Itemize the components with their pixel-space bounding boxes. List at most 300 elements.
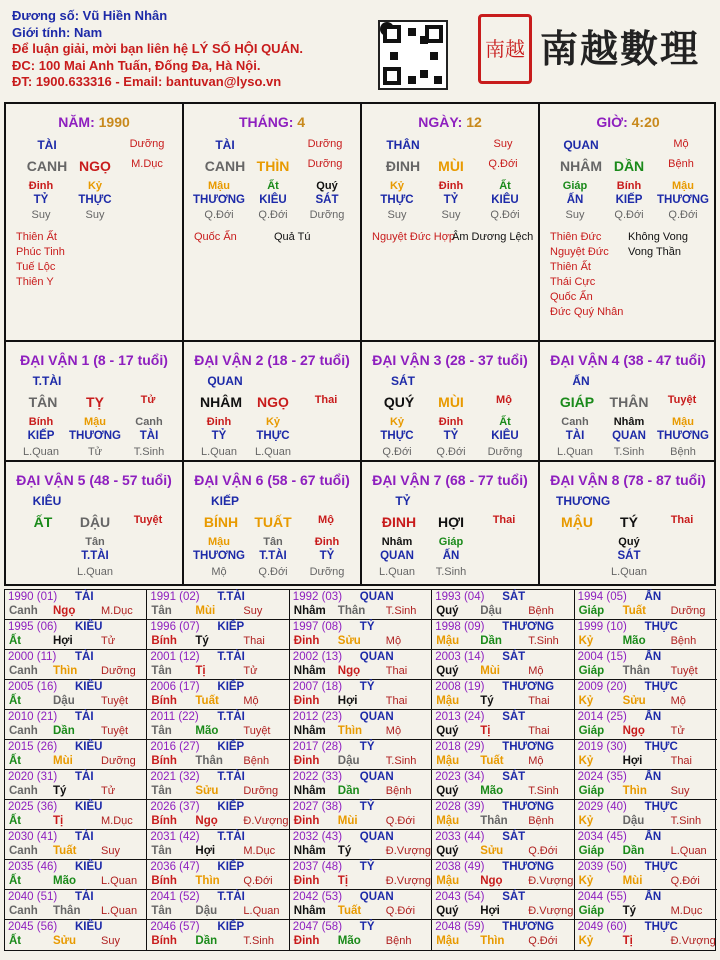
year-chi: Mão [53, 875, 76, 887]
year-label: 2014 (25) [577, 711, 627, 723]
year-cell [5, 770, 147, 800]
year-can: Giáp [578, 905, 605, 917]
dai-van-god: SÁT [617, 550, 641, 562]
year-cell [432, 680, 574, 710]
year-chi: Mão [622, 635, 646, 647]
year-cell [432, 860, 574, 890]
pillar-phase: Dưỡng [309, 209, 345, 221]
year-star: TÀI [75, 891, 94, 903]
star-item: Thiên Y [16, 276, 54, 288]
pillar-hidden-stem: Kỷ [87, 180, 103, 192]
year-can: Nhâm [293, 665, 326, 677]
year-star: TÀI [75, 771, 94, 783]
pillar-stage: Dưỡng [307, 138, 343, 150]
year-phase: Đ.Vượng [385, 845, 431, 857]
chart-grid [4, 102, 716, 586]
year-cell [147, 710, 289, 740]
year-label: 2033 (44) [435, 831, 485, 843]
pillar-title-label: NGÀY: [418, 114, 463, 130]
year-phase: Tuyệt [243, 725, 271, 737]
year-label: 2042 (53) [292, 891, 343, 903]
year-label: 1990 (01) [8, 591, 58, 603]
year-chi: Sửu [53, 935, 77, 947]
dai-van-chi: TUẤT [254, 514, 292, 530]
pillar-chi-stage: Q.Đới [488, 158, 518, 170]
dai-van-god: QUAN [380, 550, 414, 562]
year-cell [147, 800, 289, 830]
pillar-hidden-stem: Mậu [672, 180, 694, 192]
year-phase: Tuyệt [670, 665, 698, 677]
dai-van-stage: Thai [670, 514, 694, 526]
dai-van-hidden-stem: Canh [135, 416, 163, 428]
dai-van-hidden-stem: Quý [618, 536, 640, 548]
year-label: 2011 (22) [150, 711, 199, 723]
year-can: Nhâm [293, 605, 326, 617]
year-label: 2009 (20) [577, 681, 627, 693]
dai-van-can: ĐINH [381, 514, 417, 530]
dai-van-phase: L.Quan [254, 446, 292, 458]
pillar-stage: Mộ [673, 138, 689, 150]
dai-van-god: ẤN [442, 550, 460, 562]
year-cell [575, 620, 717, 650]
dai-van-god: THỰC [380, 430, 414, 442]
year-star: TỶ [359, 861, 375, 873]
year-label: 2028 (39) [435, 801, 485, 813]
pillar-can: NHÂM [560, 158, 602, 174]
year-chi: Ngọ [53, 605, 76, 617]
pillar-hidden-stem: Giáp [562, 180, 588, 192]
dai-van-god: T.TÀI [259, 550, 287, 562]
dai-van-chi: TÝ [620, 514, 638, 530]
year-label: 2037 (48) [292, 861, 343, 873]
year-label: 1991 (02) [150, 591, 200, 603]
pillar-god: ẤN [566, 194, 584, 206]
star-item: Tuế Lộc [16, 261, 56, 273]
dai-van-phase: Tử [87, 446, 103, 458]
year-phase: Bệnh [528, 815, 554, 827]
year-cell [5, 590, 147, 620]
year-can: Đinh [293, 755, 320, 767]
pillar-title-label: GIỜ: [596, 114, 628, 130]
dai-van-title: ĐẠI VẬN 8 (78 - 87 tuổi) [550, 472, 706, 488]
dai-van-hidden-stem: Tân [263, 536, 283, 548]
year-chi: Tuất [337, 905, 362, 917]
dai-van-title: ĐẠI VẬN 5 (48 - 57 tuổi) [16, 472, 172, 488]
pillar-hidden-stem: Quý [316, 180, 338, 192]
year-label: 2001 (12) [150, 651, 200, 663]
year-phase: L.Quan [101, 905, 138, 917]
contact-line: Để luận giải, mời bạn liên hệ LÝ SỐ HỘI QUÁN. [12, 41, 303, 56]
year-label: 2022 (33) [292, 771, 343, 783]
year-can: Tân [151, 665, 172, 677]
year-cell [290, 860, 432, 890]
year-can: Bính [151, 875, 177, 887]
year-chi: Thân [195, 755, 223, 767]
year-chi: Tuất [480, 755, 504, 767]
year-star: TÀI [75, 591, 94, 603]
year-chi: Thìn [480, 935, 505, 947]
year-label: 2032 (43) [292, 831, 343, 843]
year-chi: Thân [53, 905, 81, 917]
year-can: Giáp [578, 845, 605, 857]
year-cell [432, 890, 574, 920]
dai-van-hidden-stem: Ất [499, 416, 511, 428]
year-label: 2038 (49) [435, 861, 485, 873]
year-can: Mậu [436, 695, 460, 707]
year-label: 1994 (05) [577, 591, 627, 603]
dai-van-hidden-stem: Mậu [672, 416, 694, 428]
year-chi: Mùi [337, 815, 358, 827]
year-star: TỶ [359, 621, 375, 633]
year-phase: Q.Đới [385, 905, 416, 917]
year-cell [5, 860, 147, 890]
year-phase: Q.Đới [528, 845, 558, 857]
dai-van-god: THƯƠNG [69, 430, 121, 442]
dai-van-title: ĐẠI VẬN 6 (58 - 67 tuổi) [194, 472, 350, 488]
year-chi: Dần [195, 935, 218, 947]
year-chi: Tuất [53, 845, 77, 857]
year-cell [5, 710, 147, 740]
pillar-god: THƯƠNG [193, 194, 245, 206]
year-phase: Q.Đới [243, 875, 273, 887]
pillar-phase: Q.Đới [258, 209, 288, 221]
year-label: 2031 (42) [150, 831, 200, 843]
year-star: T.TÀI [217, 831, 245, 843]
dai-van-hidden-stem: Nhâm [381, 536, 413, 548]
year-can: Ất [9, 635, 22, 647]
pillar-stars-right [452, 230, 533, 245]
dai-van-star: QUAN [207, 374, 243, 388]
pillar-title [540, 114, 716, 130]
year-label: 2048 (59) [435, 921, 485, 933]
year-label: 2010 (21) [8, 711, 58, 723]
dai-van-god: TÀI [139, 430, 159, 442]
year-cell [432, 770, 574, 800]
year-phase: Đ.Vượng [385, 875, 431, 887]
year-cell [432, 740, 574, 770]
phone-email-line: ĐT: 1900.633316 - Email: bantuvan@lyso.vn [12, 74, 282, 89]
year-star: QUAN [359, 651, 394, 663]
year-cell [5, 620, 147, 650]
year-label: 2013 (24) [435, 711, 485, 723]
year-can: Bính [151, 695, 177, 707]
dai-van-phase: L.Quan [556, 446, 594, 458]
year-star: ẤN [644, 891, 662, 903]
dai-van-phase: Bệnh [670, 446, 696, 458]
dai-van-god: THƯƠNG [657, 430, 709, 442]
dai-van-god: THƯƠNG [193, 550, 245, 562]
year-cell [575, 680, 717, 710]
pillar-god: TỶ [33, 194, 49, 206]
pillar-god: THƯƠNG [657, 194, 709, 206]
star-item: Thiên Ất [550, 261, 591, 273]
year-phase: T.Sinh [528, 635, 559, 647]
year-star: KIẾP [217, 741, 245, 753]
year-cell [147, 740, 289, 770]
year-label: 2040 (51) [8, 891, 58, 903]
year-label: 2020 (31) [8, 771, 58, 783]
dai-van-chi: THÂN [609, 394, 649, 410]
year-chi: Tý [195, 635, 209, 647]
dai-van-can: QUÝ [383, 394, 415, 410]
pillar-hidden-stem: Ất [499, 180, 511, 192]
year-phase: Tử [101, 785, 116, 797]
year-phase: Bệnh [528, 605, 554, 617]
pillar-stars-left [194, 230, 237, 245]
year-star: THỰC [644, 741, 678, 753]
year-phase: Bệnh [385, 935, 412, 947]
year-phase: M.Dục [101, 605, 133, 617]
year-can: Tân [151, 845, 172, 857]
pillar-star: THÂN [386, 138, 420, 152]
year-cell [575, 740, 717, 770]
year-chi: Hợi [337, 695, 358, 707]
year-can: Canh [9, 725, 38, 737]
year-star: THỰC [644, 921, 678, 933]
year-can: Quý [436, 845, 459, 857]
dai-van-god: TỶ [211, 430, 227, 442]
pillar-chi-stage: Bệnh [668, 158, 694, 170]
dai-van-god: TỶ [443, 430, 459, 442]
year-can: Giáp [578, 725, 605, 737]
dai-van-hidden-stem: Kỷ [389, 416, 405, 428]
dai-van-hidden-stem: Bính [28, 416, 54, 428]
star-item: Phúc Tinh [16, 246, 65, 258]
year-phase: Mộ [528, 665, 544, 677]
dai-van-phase: T.Sinh [435, 566, 467, 578]
year-label: 1997 (08) [292, 621, 343, 633]
year-can: Đinh [293, 695, 320, 707]
year-star: ẤN [644, 651, 662, 663]
year-star: THƯƠNG [502, 921, 555, 933]
year-star: KIÊU [75, 801, 103, 813]
year-can: Giáp [578, 605, 605, 617]
year-star: THƯƠNG [502, 801, 555, 813]
year-cell [290, 770, 432, 800]
year-label: 2044 (55) [577, 891, 627, 903]
year-label: 2026 (37) [150, 801, 200, 813]
year-label: 1996 (07) [150, 621, 200, 633]
pillar-title-label: THÁNG: [238, 114, 294, 130]
year-star: T.TÀI [217, 771, 245, 783]
year-star: TỶ [359, 921, 375, 933]
year-can: Canh [9, 845, 38, 857]
star-item: Quốc Ấn [550, 291, 593, 303]
pillar-can: CANH [204, 158, 246, 174]
star-item: Thiên Ất [16, 231, 57, 243]
year-star: THỰC [644, 801, 678, 813]
year-chi: Ngọ [622, 725, 645, 737]
qr-code-icon[interactable] [378, 20, 448, 90]
dai-van-title: ĐẠI VẬN 3 (28 - 37 tuổi) [372, 352, 528, 368]
year-label: 2002 (13) [292, 651, 343, 663]
year-chi: Tị [622, 935, 633, 947]
dai-van-hidden-stem: Đinh [438, 416, 464, 428]
year-phase: L.Quan [670, 845, 707, 857]
year-phase: Q.Đới [670, 875, 700, 887]
year-can: Ất [9, 875, 22, 887]
dai-van-hidden-stem: Tân [85, 536, 105, 548]
year-cell [5, 650, 147, 680]
pillar-title [184, 114, 360, 130]
year-star: TÀI [75, 651, 94, 663]
year-can: Tân [151, 905, 172, 917]
year-cell [432, 800, 574, 830]
year-chi: Tý [480, 695, 494, 707]
year-can: Mậu [436, 755, 460, 767]
year-chi: Tị [53, 815, 64, 827]
year-phase: Tử [243, 665, 258, 677]
year-phase: Thai [670, 755, 692, 767]
year-label: 2043 (54) [435, 891, 485, 903]
dai-van-star: SÁT [391, 374, 415, 388]
dai-van-stage: Tuyệt [667, 394, 697, 406]
pillar-title [6, 114, 182, 130]
dai-van-stage: Tuyệt [133, 514, 163, 526]
year-can: Kỷ [578, 935, 594, 947]
year-phase: Dưỡng [243, 785, 279, 797]
dai-van-can: TÂN [28, 394, 58, 410]
year-phase: Đ.Vượng [528, 905, 574, 917]
pillar-hidden-stem: Đinh [28, 180, 54, 192]
year-cell [147, 830, 289, 860]
pillar-stage: Dưỡng [129, 138, 165, 150]
year-cell [5, 890, 147, 920]
pillar-phase: Suy [85, 209, 105, 221]
dai-van-hidden-stem: Đinh [206, 416, 232, 428]
year-star: TỶ [359, 681, 375, 693]
year-chi: Dậu [195, 905, 218, 917]
pillar-phase: Suy [441, 209, 461, 221]
year-phase: M.Dục [101, 815, 133, 827]
year-can: Bính [151, 755, 177, 767]
year-star: KIẾP [217, 621, 245, 633]
year-chi: Tị [480, 725, 491, 737]
pillar-stars-left [16, 230, 65, 290]
year-chi: Ngọ [195, 815, 218, 827]
pillar-stars-left [372, 230, 455, 245]
year-chi: Mùi [195, 605, 216, 617]
year-phase: Mộ [385, 725, 402, 737]
gender-label: Giới tính: [12, 24, 71, 40]
year-star: KIÊU [75, 921, 103, 933]
dai-van-phase: L.Quan [378, 566, 416, 578]
year-chi: Tý [337, 845, 352, 857]
year-phase: Q.Đới [528, 935, 558, 947]
year-star: THỰC [644, 861, 678, 873]
pillar-title-label: NĂM: [58, 114, 95, 130]
year-phase: T.Sinh [385, 605, 417, 617]
year-label: 2029 (40) [577, 801, 627, 813]
star-item: Quả Tú [274, 231, 311, 243]
year-cell [575, 590, 717, 620]
pillar-hidden-stem: Kỷ [389, 180, 405, 192]
year-star: SÁT [502, 771, 526, 783]
dai-van-star: T.TÀI [32, 374, 62, 388]
year-label: 2023 (34) [435, 771, 485, 783]
year-label: 2049 (60) [577, 921, 627, 933]
year-phase: Tử [670, 725, 685, 737]
year-can: Quý [436, 905, 459, 917]
year-label: 2036 (47) [150, 861, 200, 873]
pillar-god: KIÊU [491, 194, 519, 206]
year-star: THỰC [644, 681, 678, 693]
dai-van-stage: Mộ [318, 514, 334, 526]
name-label: Đương số: [12, 8, 80, 23]
year-phase: Thai [528, 695, 550, 707]
year-label: 2004 (15) [577, 651, 627, 663]
year-label: 2017 (28) [292, 741, 343, 753]
year-chi: Mùi [622, 875, 643, 887]
year-cell [290, 650, 432, 680]
year-label: 2016 (27) [150, 741, 200, 753]
dai-van-hidden-stem: Mậu [208, 536, 230, 548]
year-can: Canh [9, 785, 38, 797]
year-label: 2019 (30) [577, 741, 627, 753]
dai-van-phase: Mộ [211, 566, 227, 578]
year-phase: L.Quan [101, 875, 138, 887]
year-chi: Tý [622, 905, 637, 917]
dai-van-god: QUAN [612, 430, 646, 442]
year-can: Tân [151, 725, 172, 737]
pillar-chi: NGỌ [79, 158, 111, 174]
year-star: KIẾP [217, 921, 245, 933]
year-cell [575, 800, 717, 830]
pillar-stars-right [628, 230, 688, 260]
pillar-title-value: 1990 [98, 114, 130, 130]
year-can: Ất [9, 815, 22, 827]
year-label: 1998 (09) [435, 621, 485, 633]
star-item: Không Vong [628, 231, 688, 243]
year-label: 2041 (52) [150, 891, 200, 903]
dai-van-chi: DẬU [79, 514, 111, 530]
dai-van-phase: Dưỡng [309, 566, 345, 578]
year-phase: Dưỡng [101, 665, 136, 677]
year-star: KIẾP [217, 681, 245, 693]
year-chi: Dậu [337, 755, 360, 767]
year-cell [575, 770, 717, 800]
year-cell [147, 920, 289, 950]
year-cell [147, 680, 289, 710]
year-label: 2045 (56) [8, 921, 58, 933]
year-can: Mậu [436, 935, 460, 947]
year-star: QUAN [359, 711, 394, 723]
pillar-chi: DẦN [613, 158, 645, 174]
dai-van-can: MẬU [561, 514, 593, 530]
year-chi: Thìn [337, 725, 363, 737]
dai-van-title: ĐẠI VẬN 2 (18 - 27 tuổi) [194, 352, 350, 368]
year-phase: L.Quan [243, 905, 280, 917]
dai-van-hidden-stem: Nhâm [613, 416, 645, 428]
year-label: 2025 (36) [8, 801, 58, 813]
pillar-chi: MÙI [438, 158, 464, 174]
year-cell [147, 890, 289, 920]
year-star: T.TÀI [217, 891, 245, 903]
year-label: 2039 (50) [577, 861, 627, 873]
year-can: Đinh [293, 635, 320, 647]
year-label: 2005 (16) [8, 681, 58, 693]
year-phase: Q.Đới [385, 815, 416, 827]
year-chi: Hợi [480, 905, 500, 917]
year-chi: Mùi [53, 755, 73, 767]
year-cell [290, 620, 432, 650]
pillar-hidden-stem: Ất [267, 180, 279, 192]
star-item: Thiên Đức [550, 231, 602, 243]
dai-van-phase: T.Sinh [613, 446, 645, 458]
year-can: Quý [436, 785, 459, 797]
year-label: 2035 (46) [8, 861, 58, 873]
pillar-chi-stage: Dưỡng [307, 158, 343, 170]
